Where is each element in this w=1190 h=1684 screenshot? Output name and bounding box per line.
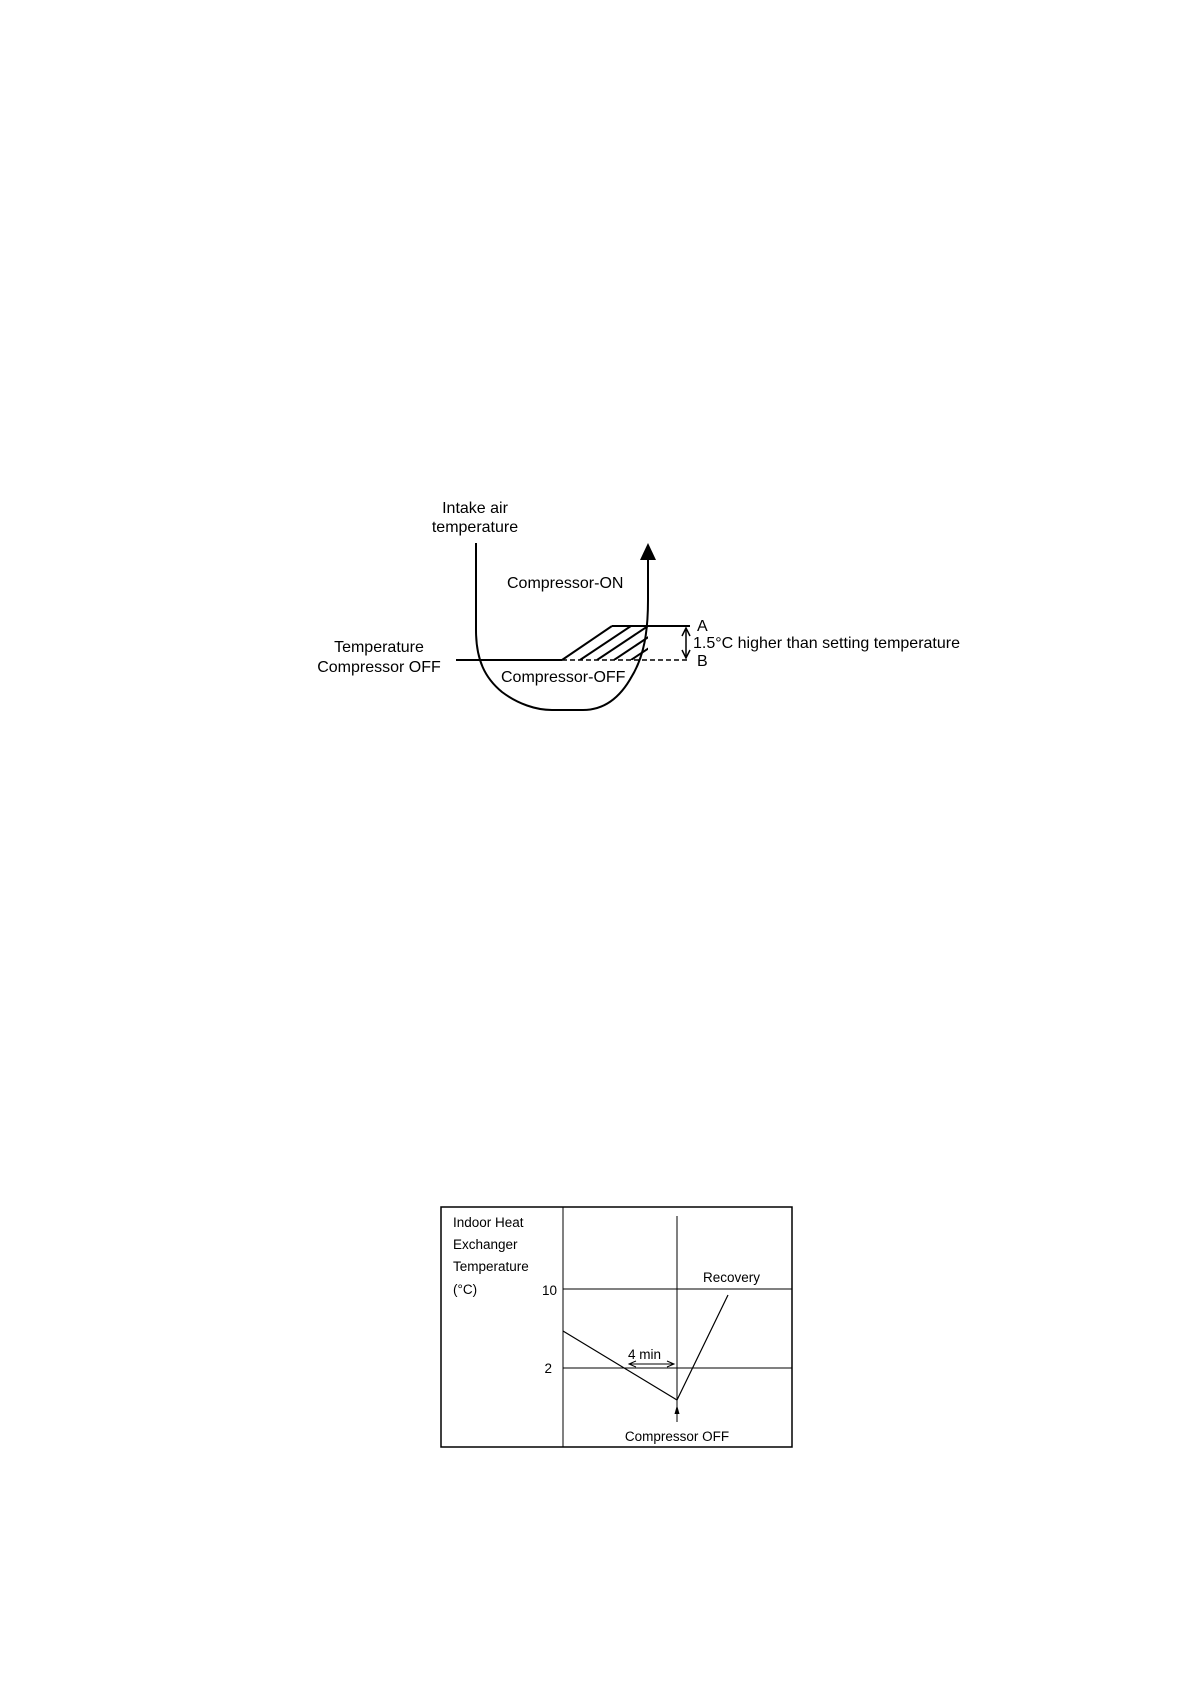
- compressor-on-label: Compressor-ON: [507, 575, 624, 592]
- arrow-up-icon: [640, 543, 656, 560]
- recovery-label: Recovery: [703, 1270, 761, 1285]
- compressor-cutoff-diagram: [317, 500, 960, 710]
- y-axis-label-line4: (°C): [453, 1282, 478, 1297]
- hatched-area: [580, 624, 685, 660]
- arrow-up-icon: [675, 1405, 680, 1414]
- compressor-off-label: Compressor-OFF: [501, 669, 626, 686]
- interval-label: 4 min: [628, 1347, 662, 1362]
- y-axis-label-line3: Temperature: [453, 1259, 529, 1274]
- tick-label-2: 2: [544, 1361, 552, 1376]
- compressor-off-label: Compressor OFF: [624, 1429, 730, 1444]
- y-axis-label-line1: Intake air: [442, 500, 508, 517]
- left-label-line1: Temperature: [334, 639, 424, 656]
- offset-label: 1.5°C higher than setting temperature: [693, 635, 960, 652]
- marker-a: A: [697, 618, 708, 635]
- y-axis-label-line2: temperature: [431, 519, 519, 536]
- marker-b: B: [697, 653, 708, 670]
- tick-label-10: 10: [541, 1283, 557, 1298]
- y-axis-label-line1: Indoor Heat: [453, 1215, 524, 1230]
- left-label-line2: Compressor OFF: [317, 659, 441, 676]
- heat-exchanger-diagram: [441, 1207, 792, 1447]
- y-axis-label-line2: Exchanger: [453, 1237, 518, 1252]
